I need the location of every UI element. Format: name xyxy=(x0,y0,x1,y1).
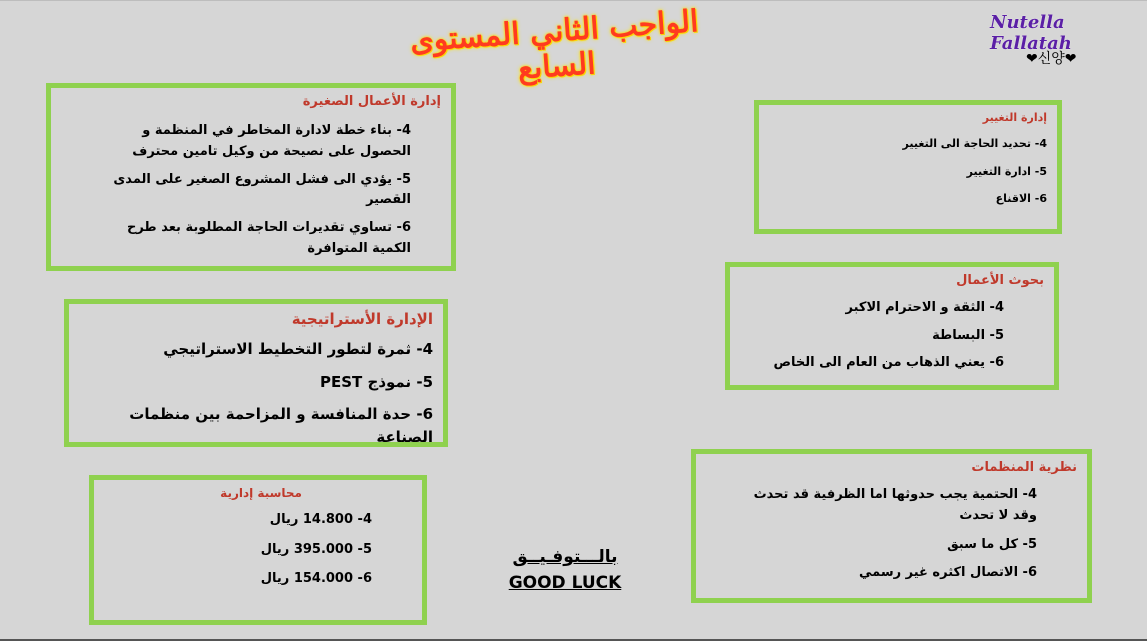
box-title: إدارة الأعمال الصغيرة xyxy=(302,94,441,109)
list-item: 6- 154.000 ريال xyxy=(260,571,372,586)
box-title: نظرية المنظمات xyxy=(971,460,1077,475)
list-item: 6- يعني الذهاب من العام الى الخاص xyxy=(773,355,1004,370)
list-item: 4- الثقة و الاحترام الاكبر xyxy=(845,300,1004,315)
list-item: 5- ادارة التغيير xyxy=(966,164,1047,178)
good-luck-arabic: بالـــتوفـيــق xyxy=(512,547,618,567)
list-item: 5- كل ما سبق xyxy=(947,536,1037,552)
box-title: بحوث الأعمال xyxy=(956,273,1044,288)
box-title: الإدارة الأستراتيجية xyxy=(291,310,433,328)
list-item: 6- الاتصال اكثره غير رسمي xyxy=(858,565,1037,581)
org-theory-box xyxy=(691,449,1092,603)
list-item: 4- بناء خطة لادارة المخاطر في المنظمة و الحصول على نصيحة من وكيل تامين محترف xyxy=(132,123,411,159)
business-research-box xyxy=(725,262,1059,390)
change-management-box xyxy=(754,100,1062,234)
list-item: 5- البساطة xyxy=(932,327,1004,343)
list-item: 5- نموذج PEST xyxy=(320,372,433,391)
list-item: 4- 14.800 ريال xyxy=(269,512,372,527)
small-business-box xyxy=(46,83,456,271)
sub-brand xyxy=(1026,48,1077,68)
heart-icon: ❤ xyxy=(1026,51,1038,67)
managerial-accounting-box xyxy=(89,475,427,625)
heart-icon: ❤ xyxy=(1064,51,1077,67)
sub-brand-text: 신양 xyxy=(1037,51,1065,67)
box-title: محاسبة إدارية xyxy=(220,486,302,500)
list-item: 6- حدة المنافسة و المزاحمة بين منظمات الصناعة xyxy=(129,405,433,446)
list-item: 6- الاقناع xyxy=(995,192,1047,205)
list-item: 5- يؤدي الى فشل المشروع الصغير على المدى القصير xyxy=(113,171,411,208)
list-item: 5- 395.000 ريال xyxy=(260,541,372,557)
box-title: إدارة التغيير xyxy=(982,111,1047,124)
brand-name: Nutella Fallatah xyxy=(990,12,1072,54)
list-item: 4- تحديد الحاجة الى التغيير xyxy=(902,137,1047,150)
list-item: 4- ثمرة لتطور التخطيط الاستراتيجي xyxy=(163,340,433,358)
list-item: 6- تساوي تقديرات الحاجة المطلوبة بعد طرح الكمية المتوافرة xyxy=(126,220,411,256)
strategic-management-box xyxy=(64,299,448,447)
list-item: 4- الحتمية يجب حدوثها اما الظرفية قد تحدث وقد لا تحدث xyxy=(753,487,1037,523)
page-title: الواجب الثاني المستوى السابع xyxy=(408,3,700,87)
good-luck-english: GOOD LUCK xyxy=(508,573,622,593)
